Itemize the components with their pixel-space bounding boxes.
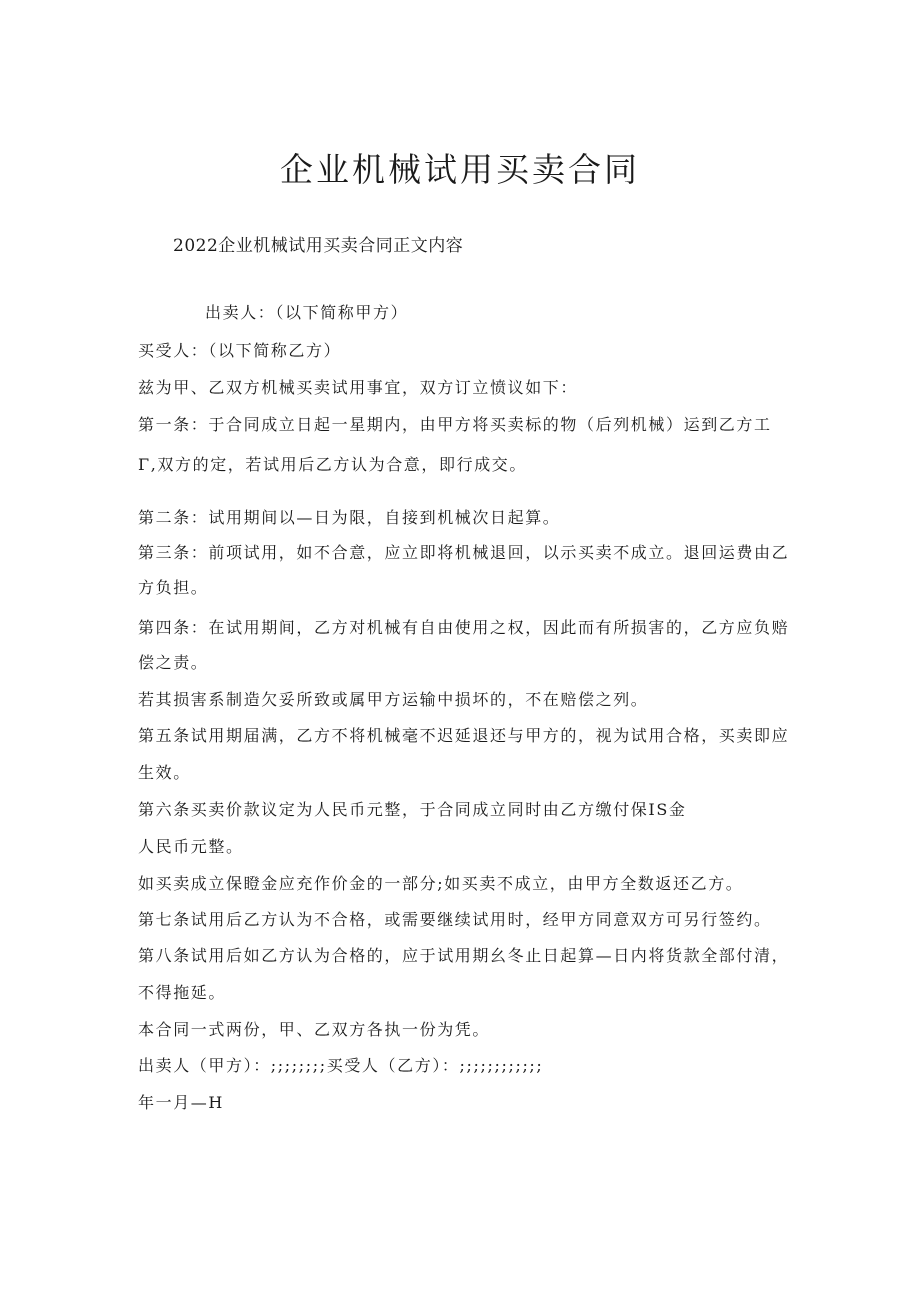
article-3-line-1: 第三条：前项试用，如不合意，应立即将机械退回，以示买卖不成立。退回运费由乙 (138, 543, 790, 562)
date-line: 年一月—H (138, 1093, 224, 1112)
buyer-line: 买受人：（以下简称乙方） (138, 341, 342, 360)
article-8-line-2: 不得拖延。 (138, 983, 227, 1002)
article-6-line-1: 第六条买卖价款议定为人民币元整，于合同成立同时由乙方缴付保IS金 (138, 800, 687, 819)
seller-line: 出卖人：（以下简称甲方） (205, 303, 409, 322)
article-3-line-2: 方负担。 (138, 578, 209, 597)
document-title: 企业机械试用买卖合同 (280, 150, 640, 189)
article-4-line-2: 偿之责。 (138, 653, 209, 672)
article-8-line-1: 第八条试用后如乙方认为合格的，应于试用期幺冬止日起算—日内将货款全部付清， (138, 946, 790, 965)
document-subtitle: 2022企业机械试用买卖合同正文内容 (173, 236, 464, 256)
article-5-line-2: 生效。 (138, 763, 191, 782)
article-1-line-2: Γ,双方的定，若试用后乙方认为合意，即行成交。 (138, 455, 527, 474)
signature-line: 出卖人（甲方）：;;;;;;;;买受人（乙方）：;;;;;;;;;;;; (138, 1056, 544, 1075)
article-4-exception-line: 若其损害系制造欠妥所致或属甲方运输中损坏的，不在赔偿之列。 (138, 690, 649, 709)
article-4-line-1: 第四条：在试用期间，乙方对机械有自由使用之权，因此而有所损害的，乙方应负赔 (138, 618, 790, 637)
article-2-line: 第二条：试用期间以—日为限，自接到机械次日起算。 (138, 508, 561, 527)
preamble-line: 兹为甲、乙双方机械买卖试用事宜，双方订立愤议如下： (138, 378, 579, 397)
copies-line: 本合同一式两份，甲、乙双方各执一份为凭。 (138, 1020, 491, 1039)
article-7-line: 第七条试用后乙方认为不合格，或需要继续试用时，经甲方同意双方可另行签约。 (138, 910, 772, 929)
deposit-line: 如买卖成立保瞪金应充作价金的一部分;如买卖不成立，由甲方全数返还乙方。 (138, 874, 744, 893)
article-1-line-1: 第一条：于合同成立日起一星期内，由甲方将买卖标的物（后列机械）运到乙方工 (138, 415, 772, 434)
article-6-line-2: 人民币元整。 (138, 837, 244, 856)
article-5-line-1: 第五条试用期届满，乙方不将机械毫不迟延退还与甲方的，视为试用合格，买卖即应 (138, 726, 790, 745)
